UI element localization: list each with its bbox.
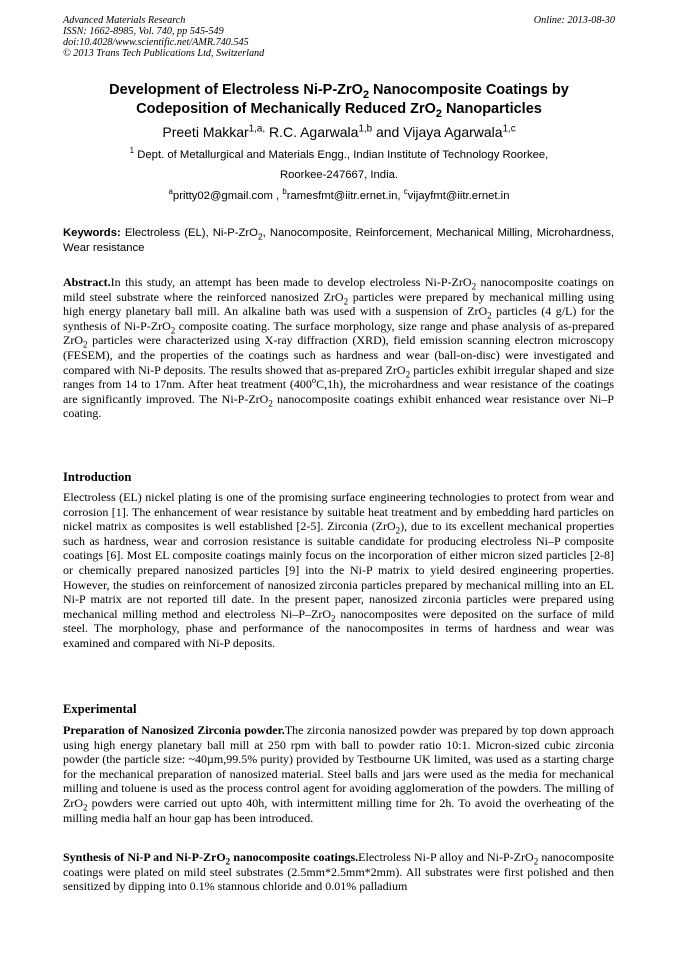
introduction-paragraph: Electroless (EL) nickel plating is one of the promising surface engineering technologies to protect from wear and corrosion [1]. The enhancement of wear resistance by suitable heat treatment and by embedding hard particles on nickel matrix as composites is well established [2-5]. Zirconia (ZrO$_2$), due to its excellent mechanical properties such as hardness, wear and corrosion resistance is suitable candidate for producing electroless Ni–P composite coatings [6]. Most EL composite coatings mainly focus on the incorporation of either micron sized particles [2-8] or chemically prepared nanosized particles [9] into the Ni-P matrix to yield desired engineering properties. However, the studies on reinforcement of nanosized zirconia particles prepared by mechanical milling into an EL Ni-P matrix are not reported till date. In the present paper, nanosized zirconia particles were prepared using mechanical milling method and electroless Ni–P–ZrO$_2$ nanocomposites were deposited on the surface of mild steel. The morphology, phase and performance of the nanocomposites in terms of hardness and wear was examined and compared with Ni-P deposits. xyxy=(63,490,614,650)
author-name: Preeti Makkar xyxy=(162,124,249,140)
section-heading-introduction: Introduction xyxy=(63,470,132,484)
author-list: Preeti Makkar$^{1,a,}$ R.C. Agarwala$^{1,b}$ and Vijaya Agarwala$^{1,c}$ xyxy=(162,123,516,140)
journal-name: Advanced Materials Research xyxy=(63,15,186,26)
keywords: Keywords: Electroless (EL), Ni-P-ZrO$_2$, Nanocomposite, Reinforcement, Mechanical Milling, Microhardness, Wear resistance xyxy=(63,227,614,254)
email-link[interactable]: vijayfmt@iitr.ernet.in xyxy=(407,190,510,202)
online-date: Online: 2013-08-30 xyxy=(533,15,615,26)
author-emails: $^a$pritty02@gmail.com , $^b$ramesfmt@iitr.ernet.in, $^c$vijayfmt@iitr.ernet.in xyxy=(168,187,510,202)
journal-doi: doi:10.4028/www.scientific.net/AMR.740.545 xyxy=(63,37,249,48)
title-line-2: Codeposition of Mechanically Reduced ZrO$_2$ Nanoparticles xyxy=(136,101,542,120)
journal-header xyxy=(63,15,264,59)
subsection-heading: Synthesis of Ni-P and Ni-P-ZrO$_2$ nanocomposite coatings. xyxy=(63,850,359,867)
author-name: and Vijaya Agarwala xyxy=(372,124,503,140)
abstract-label: Abstract. xyxy=(63,275,111,289)
affiliation: $^1$ Dept. of Metallurgical and Materials Engg., Indian Institute of Technology Roorkee, Roorkee-247667, India. xyxy=(129,146,549,181)
experimental-paragraph-2: Synthesis of Ni-P and Ni-P-ZrO$_2$ nanocomposite coatings.Electroless Ni-P alloy and Ni-P-ZrO$_2$ nanocomposite coatings were plated on mild steel substrates (2.5mm*2.5mm*2mm). All substrates were first polished and then sensitized by dipping into 0.1% stannous chloride and 0.01% palladium xyxy=(63,850,615,894)
experimental-paragraph-1: Preparation of Nanosized Zirconia powder.The zirconia nanosized powder was prepared by top down approach using high energy planetary ball mill at 250 rpm with ball to powder ratio 10:1. Micron-sized cubic zirconia powder (the particle size: ~40µm,99.5% purity) provided by Testbourne UK limited, was used as a starting charge for the mechanical preparation of nanosized material. Steel balls and jars were used as the media for mechanical milling and toluene is used as the process control agent for avoiding agglomeration of the powders. The milling of ZrO$_2$ powders were carried out upto 40h, with intermittent milling time for 2h. To avoid the overheating of the milling media half an hour gap has been introduced. xyxy=(63,723,614,825)
journal-issn: ISSN: 1662-8985, Vol. 740, pp 545-549 xyxy=(63,26,224,37)
keywords-label: Keywords: xyxy=(63,227,121,239)
email-link[interactable]: pritty02@gmail.com , xyxy=(172,190,283,202)
email-link[interactable]: ramesfmt@iitr.ernet.in, xyxy=(286,190,404,202)
title-line-1: Development of Electroless Ni-P-ZrO$_2$ Nanocomposite Coatings by xyxy=(109,82,569,101)
author-name: R.C. Agarwala xyxy=(265,124,359,140)
abstract: Abstract.In this study, an attempt has been made to develop electroless Ni-P-ZrO$_2$ nanocomposite coatings on mild steel substrate where the reinforced nanosized ZrO$_2$ particles were prepared by mechanical milling using high energy planetary ball mill. An alkaline bath was used with a suspension of ZrO$_2$ particles (4 g/L) for the synthesis of Ni-P-ZrO$_2$ composite coating. The surface morphology, size range and phase analysis of as-prepared ZrO$_2$ particles were characterized using X-ray diffraction (XRD), field emission scanning electron microscopy (FESEM), and the properties of the coatings such as hardness and wear (ball-on-disc) were investigated and compared with Ni-P deposits. The results showed that as-prepared ZrO$_2$ particles exhibit irregular shaped and size ranges from 14 to 17nm. After heat treatment (400$^o$C,1h), the microhardness and wear resistance of the coatings are significantly improved. The Ni-P-ZrO$_2$ nanocomposite coatings exhibit enhanced wear resistance over Ni–P coating. xyxy=(63,275,615,421)
section-heading-experimental: Experimental xyxy=(63,702,137,716)
paper-title xyxy=(40,81,638,119)
journal-copyright: © 2013 Trans Tech Publications Ltd, Switzerland xyxy=(63,48,265,59)
subsection-heading: Preparation of Nanosized Zirconia powder. xyxy=(63,723,285,737)
